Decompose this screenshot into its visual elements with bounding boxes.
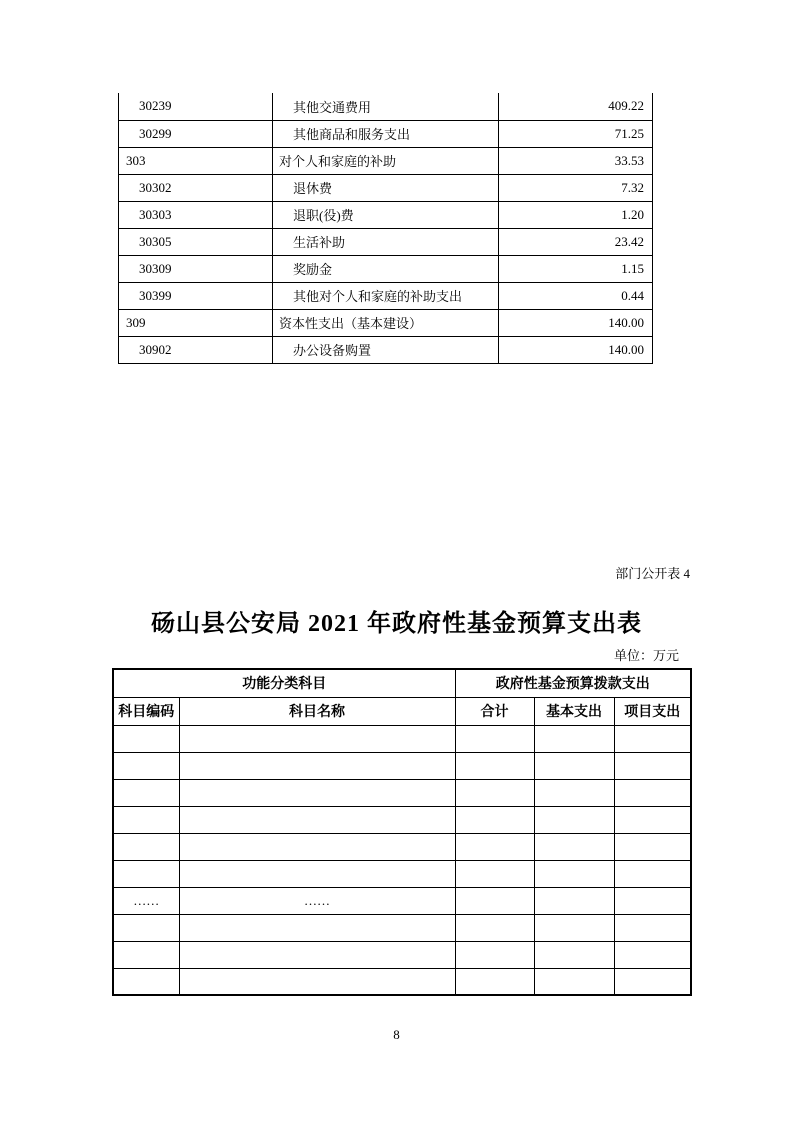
table-row — [119, 147, 653, 174]
cell-basic — [534, 806, 614, 833]
header-functional-group: 功能分类科目 — [113, 669, 455, 697]
cell-project — [614, 725, 691, 752]
header-group-row — [113, 669, 691, 697]
unit-label: 单位：万元 — [613, 648, 679, 663]
cell-name — [179, 806, 455, 833]
cell-basic — [534, 887, 614, 914]
cell-code — [113, 752, 179, 779]
subject-amount: 71.25 — [499, 120, 653, 147]
cell-code — [113, 860, 179, 887]
cell-total — [455, 752, 534, 779]
cell-project — [614, 752, 691, 779]
subject-code: 30309 — [119, 255, 273, 282]
subject-name: 其他交通费用 — [273, 93, 499, 120]
header-basic: 基本支出 — [534, 697, 614, 725]
cell-total — [455, 941, 534, 968]
cell-project — [614, 914, 691, 941]
header-fund-group: 政府性基金预算拨款支出 — [455, 669, 691, 697]
table-row — [119, 255, 653, 282]
subject-name: 退职(役)费 — [273, 201, 499, 228]
cell-project — [614, 941, 691, 968]
table-row — [113, 833, 691, 860]
cell-basic — [534, 914, 614, 941]
cell-basic — [534, 968, 614, 995]
header-name: 科目名称 — [179, 697, 455, 725]
cell-code — [113, 914, 179, 941]
cell-project — [614, 806, 691, 833]
subject-amount: 140.00 — [499, 309, 653, 336]
cell-code — [113, 833, 179, 860]
page-title: 砀山县公安局 2021 年政府性基金预算支出表 — [151, 611, 642, 637]
table-row — [113, 725, 691, 752]
cell-name — [179, 914, 455, 941]
cell-basic — [534, 941, 614, 968]
cell-total — [455, 725, 534, 752]
subject-name: 办公设备购置 — [273, 336, 499, 363]
table-row — [113, 914, 691, 941]
cell-name — [179, 941, 455, 968]
cell-basic — [534, 833, 614, 860]
subject-code: 30305 — [119, 228, 273, 255]
subject-amount: 23.42 — [499, 228, 653, 255]
table-row — [119, 309, 653, 336]
table-row — [119, 282, 653, 309]
table-index-label: 部门公开表 4 — [615, 566, 690, 581]
subject-name: 资本性支出（基本建设） — [273, 309, 499, 336]
table-row — [119, 120, 653, 147]
subject-code: 303 — [119, 147, 273, 174]
cell-total — [455, 887, 534, 914]
table-row — [119, 93, 653, 120]
subject-code: 309 — [119, 309, 273, 336]
cell-basic — [534, 725, 614, 752]
expenditure-continuation-table — [118, 93, 653, 364]
subject-code: 30302 — [119, 174, 273, 201]
cell-code — [113, 779, 179, 806]
cell-project — [614, 833, 691, 860]
table-row — [113, 779, 691, 806]
cell-code — [113, 725, 179, 752]
table-row — [113, 941, 691, 968]
cell-name — [179, 725, 455, 752]
table-row — [119, 201, 653, 228]
table-row — [113, 968, 691, 995]
subject-amount: 7.32 — [499, 174, 653, 201]
cell-basic — [534, 752, 614, 779]
page-number: 8 — [393, 1027, 400, 1042]
cell-code — [113, 968, 179, 995]
table-row — [113, 806, 691, 833]
subject-name: 其他对个人和家庭的补助支出 — [273, 282, 499, 309]
cell-project — [614, 968, 691, 995]
subject-amount: 409.22 — [499, 93, 653, 120]
cell-code: …… — [113, 887, 179, 914]
cell-code — [113, 806, 179, 833]
subject-name: 生活补助 — [273, 228, 499, 255]
subject-name: 对个人和家庭的补助 — [273, 147, 499, 174]
subject-code: 30902 — [119, 336, 273, 363]
fund-budget-table — [112, 668, 692, 996]
subject-amount: 1.15 — [499, 255, 653, 282]
header-project: 项目支出 — [614, 697, 691, 725]
cell-name: …… — [179, 887, 455, 914]
subject-code: 30239 — [119, 93, 273, 120]
cell-total — [455, 914, 534, 941]
subject-amount: 0.44 — [499, 282, 653, 309]
subject-code: 30399 — [119, 282, 273, 309]
cell-total — [455, 806, 534, 833]
cell-basic — [534, 860, 614, 887]
header-columns-row — [113, 697, 691, 725]
cell-total — [455, 779, 534, 806]
table-row — [119, 228, 653, 255]
table-row — [113, 860, 691, 887]
subject-amount: 140.00 — [499, 336, 653, 363]
table-row-ellipsis — [113, 887, 691, 914]
cell-project — [614, 887, 691, 914]
cell-project — [614, 860, 691, 887]
cell-total — [455, 860, 534, 887]
cell-name — [179, 833, 455, 860]
table-row — [113, 752, 691, 779]
header-code: 科目编码 — [113, 697, 179, 725]
subject-name: 退休费 — [273, 174, 499, 201]
subject-name: 奖励金 — [273, 255, 499, 282]
cell-basic — [534, 779, 614, 806]
table-row — [119, 336, 653, 363]
cell-name — [179, 752, 455, 779]
subject-code: 30303 — [119, 201, 273, 228]
cell-name — [179, 860, 455, 887]
cell-name — [179, 779, 455, 806]
header-total: 合计 — [455, 697, 534, 725]
subject-name: 其他商品和服务支出 — [273, 120, 499, 147]
subject-code: 30299 — [119, 120, 273, 147]
table-row — [119, 174, 653, 201]
cell-project — [614, 779, 691, 806]
cell-total — [455, 968, 534, 995]
cell-total — [455, 833, 534, 860]
subject-amount: 33.53 — [499, 147, 653, 174]
cell-code — [113, 941, 179, 968]
cell-name — [179, 968, 455, 995]
subject-amount: 1.20 — [499, 201, 653, 228]
